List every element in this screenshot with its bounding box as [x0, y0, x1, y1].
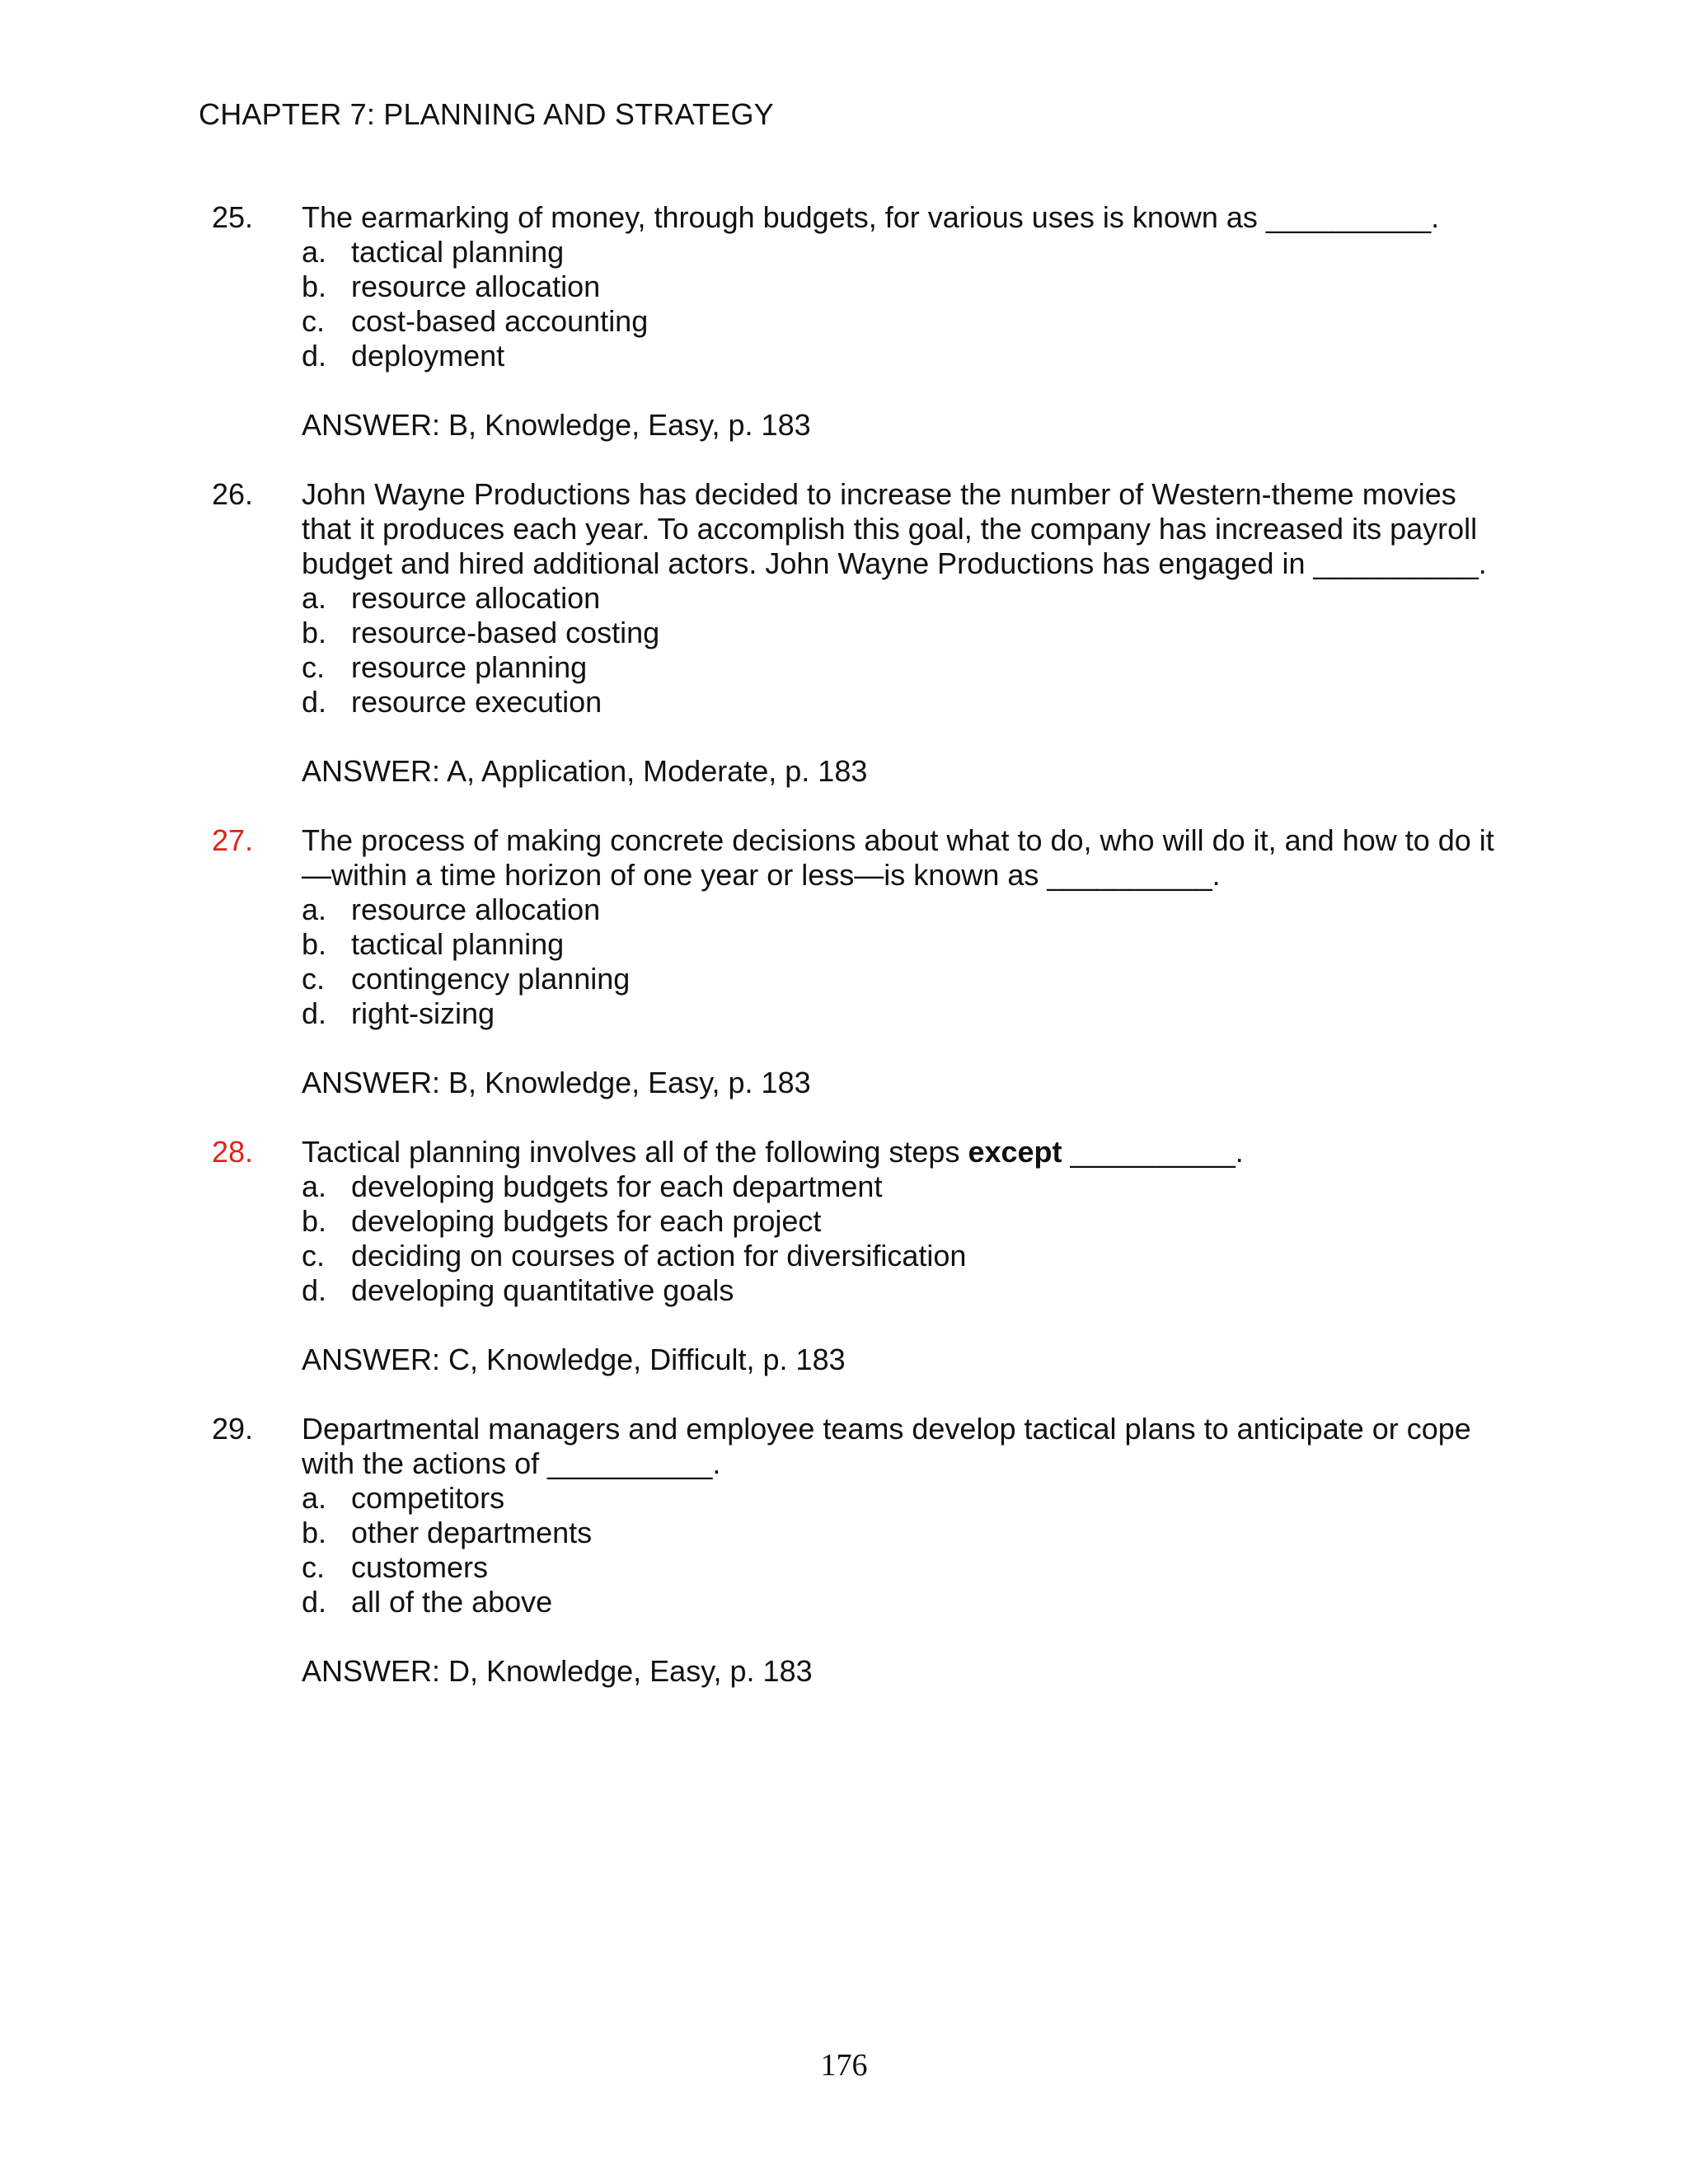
question-body — [302, 200, 1513, 443]
choice-text: developing budgets for each project — [351, 1204, 822, 1238]
choice-item — [302, 269, 1513, 304]
choice-item — [302, 962, 1513, 996]
question-item — [0, 823, 1688, 1100]
choice-letter: c. — [302, 650, 326, 684]
choice-text: other departments — [351, 1516, 593, 1549]
answer-key: ANSWER: C, Knowledge, Difficult, p. 183 — [302, 1343, 846, 1376]
answer-key: ANSWER: B, Knowledge, Easy, p. 183 — [302, 1066, 811, 1099]
page-number: 176 — [820, 2048, 868, 2083]
choice-letter: a. — [302, 1481, 327, 1515]
choice-item — [302, 996, 1513, 1031]
choice-letter: c. — [302, 962, 326, 996]
choice-letter: a. — [302, 1169, 327, 1203]
choice-letter: b. — [302, 1204, 327, 1238]
choice-letter: d. — [302, 1273, 327, 1307]
choice-item — [302, 1481, 1513, 1516]
question-item — [0, 1412, 1688, 1689]
choice-letter: c. — [302, 1550, 326, 1584]
question-item — [0, 200, 1688, 443]
choice-text: competitors — [351, 1481, 505, 1515]
choice-text: right-sizing — [351, 996, 495, 1030]
choice-letter: d. — [302, 996, 327, 1030]
stem-text: The earmarking of money, through budgets, for various uses is known as — [302, 200, 1258, 234]
choice-item — [302, 1273, 1513, 1308]
choice-text: resource allocation — [351, 893, 601, 926]
choice-text: resource planning — [351, 650, 588, 684]
choice-item — [302, 685, 1513, 719]
question-stem — [302, 200, 1513, 235]
choice-list — [302, 581, 1513, 719]
choice-letter: d. — [302, 1585, 327, 1619]
choice-item — [302, 650, 1513, 685]
choice-letter: a. — [302, 893, 327, 926]
choice-text: developing budgets for each department — [351, 1169, 883, 1203]
question-stem — [302, 823, 1513, 893]
choice-list — [302, 1481, 1513, 1619]
choice-item — [302, 304, 1513, 339]
choice-item — [302, 1239, 1513, 1273]
choice-item — [302, 339, 1513, 373]
question-body — [302, 477, 1513, 789]
stem-blank: __________. — [1062, 1135, 1244, 1169]
stem-bold-text: except — [968, 1135, 1062, 1169]
stem-text: Tactical planning involves all of the following steps — [302, 1135, 968, 1169]
choice-letter: c. — [302, 304, 326, 338]
question-list — [0, 200, 1688, 1723]
question-number: 28. — [212, 1135, 254, 1169]
choice-letter: a. — [302, 235, 327, 269]
answer-key: ANSWER: D, Knowledge, Easy, p. 183 — [302, 1654, 813, 1688]
answer-key: ANSWER: B, Knowledge, Easy, p. 183 — [302, 408, 811, 442]
stem-blank: __________. — [1257, 200, 1440, 234]
choice-text: contingency planning — [351, 962, 631, 996]
question-body — [302, 1135, 1513, 1377]
choice-text: tactical planning — [351, 927, 565, 961]
choice-text: resource execution — [351, 685, 603, 719]
stem-text: Departmental managers and employee teams develop tactical plans to anticipate or cope with the actions of — [302, 1412, 1471, 1480]
question-body — [302, 1412, 1513, 1689]
choice-item — [302, 1169, 1513, 1204]
choice-item — [302, 616, 1513, 650]
choice-letter: a. — [302, 581, 327, 615]
question-number: 27. — [212, 823, 254, 857]
choice-letter: c. — [302, 1239, 326, 1272]
stem-blank: __________. — [1305, 546, 1487, 580]
choice-list — [302, 235, 1513, 373]
choice-item — [302, 893, 1513, 927]
choice-letter: b. — [302, 269, 327, 303]
stem-blank: __________. — [539, 1446, 721, 1480]
choice-text: resource allocation — [351, 581, 601, 615]
choice-text: deciding on courses of action for diversification — [351, 1239, 967, 1272]
choice-item — [302, 581, 1513, 616]
choice-item — [302, 1204, 1513, 1239]
choice-text: deployment — [351, 339, 505, 373]
choice-letter: b. — [302, 616, 327, 649]
choice-item — [302, 235, 1513, 269]
choice-text: customers — [351, 1550, 489, 1584]
question-body — [302, 823, 1513, 1100]
choice-letter: d. — [302, 685, 327, 719]
choice-item — [302, 1585, 1513, 1619]
choice-text: all of the above — [351, 1585, 553, 1619]
answer-key: ANSWER: A, Application, Moderate, p. 183 — [302, 754, 868, 788]
choice-item — [302, 1516, 1513, 1550]
question-number: 26. — [212, 477, 254, 511]
question-number: 29. — [212, 1412, 254, 1446]
question-item — [0, 1135, 1688, 1377]
question-stem — [302, 477, 1513, 581]
question-stem — [302, 1135, 1513, 1169]
choice-text: cost-based accounting — [351, 304, 649, 338]
choice-item — [302, 1550, 1513, 1585]
stem-blank: __________. — [1039, 858, 1221, 892]
question-stem — [302, 1412, 1513, 1481]
choice-list — [302, 1169, 1513, 1308]
choice-text: resource allocation — [351, 269, 601, 303]
question-number: 25. — [212, 200, 254, 234]
choice-letter: d. — [302, 339, 327, 373]
choice-text: tactical planning — [351, 235, 565, 269]
choice-letter: b. — [302, 1516, 327, 1549]
choice-list — [302, 893, 1513, 1031]
stem-text: John Wayne Productions has decided to increase the number of Western-theme movies that it produces each year. To accomplish this goal, the company has increased its payroll budget and hired additional actors. John Wayne Productions has engaged in — [302, 477, 1478, 580]
choice-letter: b. — [302, 927, 327, 961]
choice-item — [302, 927, 1513, 962]
choice-text: developing quantitative goals — [351, 1273, 734, 1307]
question-item — [0, 477, 1688, 789]
stem-text: The process of making concrete decisions about what to do, who will do it, and how to do it—within a time horizon of one year or less—is known as — [302, 823, 1494, 892]
chapter-header: CHAPTER 7: PLANNING AND STRATEGY — [199, 97, 774, 131]
choice-text: resource-based costing — [351, 616, 660, 649]
